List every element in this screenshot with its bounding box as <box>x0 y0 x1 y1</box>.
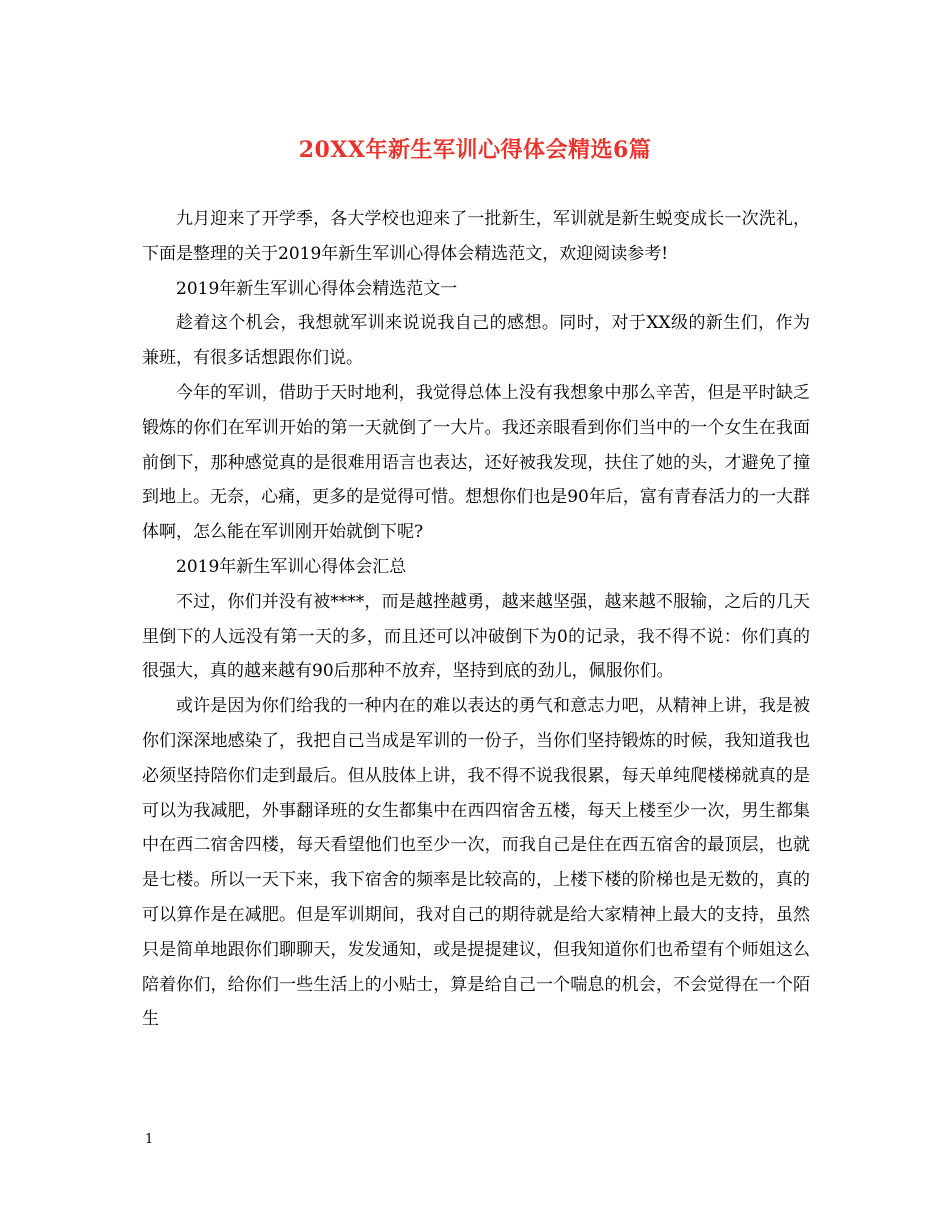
section-heading-2: 2019年新生军训心得体会汇总 <box>176 556 407 577</box>
paragraph: 不过，你们并没有被****，而是越挫越勇，越来越坚强，越来越不服输，之后的几天里倒下的人远没有第一天的多，而且还可以冲破倒下为0的记录，我不得不说：你们真的很强大，真的越来越有90后那种不放弃，坚持到底的劲儿，佩服你们。 <box>142 591 810 682</box>
document-body <box>142 202 810 1037</box>
paragraph-intro: 九月迎来了开学季，各大学校也迎来了一批新生，军训就是新生蜕变成长一次洗礼，下面是整理的关于2019年新生军训心得体会精选范文，欢迎阅读参考! <box>142 209 810 264</box>
section-heading-1: 2019年新生军训心得体会精选范文一 <box>176 278 458 299</box>
paragraph: 或许是因为你们给我的一种内在的难以表达的勇气和意志力吧，从精神上讲，我是被你们深深地感染了，我把自己当成是军训的一份子，当你们坚持锻炼的时候，我知道我也必须坚持陪你们走到最后。但从肢体上讲，我不得不说我很累，每天单纯爬楼梯就真的是可以为我减肥，外事翻译班的女生都集中在西四宿舍五楼，每天上楼至少一次，男生都集中在西二宿舍四楼，每天看望他们也至少一次，而我自己是住在西五宿舍的最顶层，也就是七楼。所以一天下来，我下宿舍的频率是比较高的，上楼下楼的阶梯也是无数的，真的可以算作是在减肥。但是军训期间，我对自己的期待就是给大家精神上最大的支持，虽然只是简单地跟你们聊聊天，发发通知，或是提提建议，但我知道你们也希望有个师姐这么陪着你们，给你们一些生活上的小贴士，算是给自己一个喘息的机会，不会觉得在一个陌生 <box>142 696 810 1030</box>
paragraph: 趁着这个机会，我想就军训来说说我自己的感想。同时，对于XX级的新生们，作为兼班，有很多话想跟你们说。 <box>142 313 810 369</box>
document-title: 20XX年新生军训心得体会精选6篇 <box>298 137 652 163</box>
page-number: 1 <box>145 1132 154 1147</box>
paragraph: 今年的军训，借助于天时地利，我觉得总体上没有我想象中那么辛苦，但是平时缺乏锻炼的你们在军训开始的第一天就倒了一大片。我还亲眼看到你们当中的一个女生在我面前倒下，那种感觉真的是很难用语言也表达，还好被我发现，扶住了她的头，才避免了撞到地上。无奈，心痛，更多的是觉得可惜。想想你们也是90年后，富有青春活力的一大群体啊，怎么能在军训刚开始就倒下呢? <box>142 382 810 543</box>
